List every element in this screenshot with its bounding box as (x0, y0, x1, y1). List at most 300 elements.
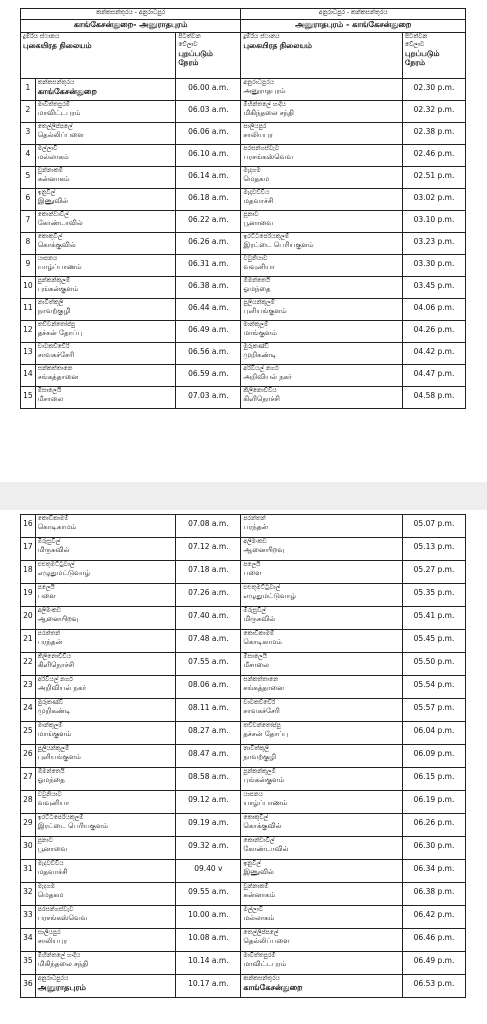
station-tamil: பரசங்கஸ்வெவ (243, 153, 294, 161)
station-sinhala: තෙල්ලිප්පලේ (37, 123, 73, 130)
departure-time-right: 05.54 p.m. (403, 676, 466, 699)
departure-time-left: 06.49 a.m. (176, 321, 241, 343)
station-tamil: கொக்குவில் (243, 822, 282, 830)
station-tamil: அனுராதபுரம் (37, 983, 86, 992)
table-row (21, 189, 466, 211)
row-number: 28 (21, 791, 36, 814)
table-row (21, 538, 466, 561)
station-header-left: දුම්රිය ස්ථානය புகையிரத நிலையம் (21, 33, 176, 79)
departure-time-right: 05.41 p.m. (403, 607, 466, 630)
station-tamil: பரந்தன் (37, 638, 63, 646)
departure-time-right: 03.02 p.m. (403, 189, 466, 211)
departure-time-left: 06.59 a.m. (176, 365, 241, 387)
row-number: 15 (21, 387, 36, 409)
station-sinhala: ඉනුවිල් (37, 189, 56, 196)
station-sinhala: යාපනය (243, 791, 263, 798)
station-sinhala: මීසාලෙයි (243, 653, 267, 660)
departure-time-left: 07.48 a.m. (176, 630, 241, 653)
table-row (21, 101, 466, 123)
table-row (21, 745, 466, 768)
departure-time-right: 06.49 p.m. (403, 952, 466, 975)
station-tamil: சாவகச்சேரி (243, 707, 280, 715)
station-tamil: புங்கன்குளம் (37, 285, 79, 293)
row-number: 10 (21, 277, 36, 299)
departure-time-right: 04.47 p.m. (403, 365, 466, 387)
departure-station-right (241, 837, 403, 860)
departure-station-right (241, 860, 403, 883)
station-sinhala: මිහින්තලේ හංදිය (243, 101, 286, 108)
table-row (21, 653, 466, 676)
departure-time-right: 04.58 p.m. (403, 387, 466, 409)
departure-time-left: 09.12 a.m. (176, 791, 241, 814)
table-row (21, 145, 466, 167)
departure-station-right (241, 699, 403, 722)
departure-station-right (241, 722, 403, 745)
departure-time-left: 08.47 a.m. (176, 745, 241, 768)
station-tamil: ஓமந்தை (243, 285, 271, 293)
station-sinhala: මුරුකණ්ඩි (37, 699, 64, 706)
departure-time-right: 02.46 p.m. (403, 145, 466, 167)
station-sinhala: මිරුසුවිල් (37, 538, 61, 545)
table-row (21, 906, 466, 929)
table-row (21, 233, 466, 255)
departure-station-left (35, 699, 176, 722)
station-sinhala: අලිමංකඩ (243, 538, 267, 545)
departure-station-left (35, 123, 176, 145)
departure-station-right (241, 233, 403, 255)
departure-time-left: 06.44 a.m. (176, 299, 241, 321)
departure-time-left: 06.56 a.m. (176, 343, 241, 365)
departure-time-left: 10.14 a.m. (176, 952, 241, 975)
departure-time-left: 06.06 a.m. (176, 123, 241, 145)
table-row (21, 584, 466, 607)
departure-station-right (241, 189, 403, 211)
station-tamil: மெதகம (243, 175, 270, 183)
station-tamil: அறிவியல் நகர் (37, 684, 87, 692)
station-tamil: நாவற்குழி (243, 753, 277, 761)
row-number: 18 (21, 561, 36, 584)
row-number: 3 (21, 123, 36, 145)
row-number: 5 (21, 167, 36, 189)
station-tamil: மாங்குளம் (37, 730, 72, 738)
departure-station-left (35, 975, 176, 998)
station-sinhala: සන්කත්තානෙ (37, 365, 73, 372)
departure-time-right: 05.13 p.m. (403, 538, 466, 561)
station-tamil: மெதகம (37, 891, 64, 899)
departure-time-left: 09.40 v (176, 860, 241, 883)
row-number: 19 (21, 584, 36, 607)
station-sinhala: කිලිනොච්චිය (243, 387, 277, 394)
row-number: 24 (21, 699, 36, 722)
departure-station-right (241, 255, 403, 277)
station-sinhala: පරන්තන් (243, 515, 266, 522)
station-tamil: முறிகண்டி (243, 351, 277, 359)
departure-station-left (35, 929, 176, 952)
departure-time-right: 05.45 p.m. (403, 630, 466, 653)
station-sinhala: පුන්කන්කුලම් (37, 277, 71, 284)
departure-station-right (241, 387, 403, 409)
departure-time-right: 05.50 p.m. (403, 653, 466, 676)
station-tamil: தச்சன் தோப்பு (243, 730, 289, 738)
station-tamil: வவுனியா (37, 799, 70, 807)
station-sinhala: චුන්නාකම් (37, 167, 63, 174)
departure-station-right (241, 814, 403, 837)
departure-station-right (241, 211, 403, 233)
timetable-page-1 (20, 8, 466, 409)
departure-station-left (35, 906, 176, 929)
station-sinhala: අලිමංකඩ (37, 607, 62, 614)
left-route-title: காங்கேசன்துறை- அனுராதபுரம் (21, 20, 241, 33)
departure-time-right: 02.32 p.m. (403, 101, 466, 123)
departure-station-left (35, 653, 176, 676)
station-tamil: மதவாச்சி (243, 197, 274, 205)
row-number: 1 (21, 79, 36, 101)
station-sinhala: ඉරට්ටපෙරියකුලම් (243, 233, 290, 240)
departure-time-left: 08.06 a.m. (176, 676, 241, 699)
departure-time-left: 07.26 a.m. (176, 584, 241, 607)
station-sinhala: මාවිත්තපුරම් (37, 101, 71, 108)
station-tamil: கொடிகாமம் (243, 638, 282, 646)
station-header-right: දුම්රිය ස්ථානය புகையிரத நிலையம் (241, 33, 403, 79)
station-sinhala: මාන්කුලම් (243, 321, 269, 328)
station-sinhala: ඕමන්තෙයි (243, 277, 271, 284)
station-tamil: கிளிநொச்சி (243, 395, 280, 403)
departure-time-right: 06.15 p.m. (403, 768, 466, 791)
departure-time-left: 06.14 a.m. (176, 167, 241, 189)
station-tamil: சங்கத்தானை (37, 373, 79, 381)
station-sinhala: කිලිනොච්චිය (37, 653, 72, 660)
row-number: 21 (21, 630, 36, 653)
departure-station-left (35, 561, 176, 584)
departure-station-right (241, 975, 403, 998)
station-tamil: அறிவியல் நகர் (243, 373, 292, 381)
departure-time-left: 09.19 a.m. (176, 814, 241, 837)
row-number: 17 (21, 538, 36, 561)
station-tamil: பரந்தன் (243, 523, 269, 531)
table-row (21, 883, 466, 906)
station-sinhala: වවුනියාව (37, 791, 62, 798)
timetable-table-1 (20, 8, 466, 409)
departure-time-right: 03.30 p.m. (403, 255, 466, 277)
departure-time-left: 08.27 a.m. (176, 722, 241, 745)
station-tamil: நாவற்குழி (37, 307, 71, 315)
departure-station-left (35, 233, 176, 255)
station-sinhala: අනුරාධපුරය (243, 79, 275, 86)
station-sinhala: නාවිත්කුලි (243, 745, 269, 752)
station-sinhala: කොඩිකාමම් (243, 630, 275, 637)
row-number: 2 (21, 101, 36, 123)
station-sinhala: මීසාලෙයි (37, 387, 62, 394)
station-sinhala: නාවිත්කුලි (37, 299, 64, 306)
station-sinhala: මාවිත්තපුරම් (243, 952, 276, 959)
departure-time-right: 06.46 p.m. (403, 929, 466, 952)
departure-station-right (241, 929, 403, 952)
station-sinhala: කන්කසන්තුරය (37, 79, 75, 86)
timetable-table-2 (20, 514, 466, 998)
departure-station-left (35, 167, 176, 189)
departure-time-left: 06.26 a.m. (176, 233, 241, 255)
station-tamil: எழுதுமட்டுவாழ் (243, 592, 296, 600)
station-sinhala: තෙල්ලිප්පලේ (243, 929, 279, 936)
row-number: 20 (21, 607, 36, 630)
row-number: 26 (21, 745, 36, 768)
station-sinhala: මාන්කුලම් (37, 722, 63, 729)
station-tamil: கோண்டாவில் (37, 219, 83, 227)
departure-station-right (241, 145, 403, 167)
station-sinhala: කොකුවිල් (243, 814, 269, 821)
departure-station-left (35, 321, 176, 343)
station-tamil: காங்கேசன்துறை (37, 87, 97, 96)
departure-station-right (241, 745, 403, 768)
departure-time-left: 06.00 a.m. (176, 79, 241, 101)
table-row (21, 343, 466, 365)
station-tamil: எழுதுமட்டுவாழ் (37, 569, 91, 577)
table-row (21, 607, 466, 630)
station-tamil: புளியங்குளம் (243, 307, 287, 315)
station-sinhala: අරිවියල් නගර් (243, 365, 279, 372)
station-tamil: ஆனையிறவு (37, 615, 79, 623)
station-sinhala: කොඩිකාමම් (37, 515, 69, 522)
departure-time-right: 06.38 p.m. (403, 883, 466, 906)
station-tamil: மதவாச்சி (37, 868, 68, 876)
departure-time-left: 10.00 a.m. (176, 906, 241, 929)
station-tamil: பரசங்கஸ்வெவ (37, 914, 88, 922)
departure-time-left: 08.58 a.m. (176, 768, 241, 791)
station-tamil: மிருசுவில் (243, 615, 276, 623)
station-tamil: மாவிட்டபுரம் (243, 960, 287, 968)
station-sinhala: කොන්ඩාවිල් (243, 837, 275, 844)
departure-station-left (35, 722, 176, 745)
station-tamil: கொக்குவில் (37, 241, 76, 249)
station-tamil: கிளிநொச்சி (37, 661, 75, 669)
table-row (21, 699, 466, 722)
station-sinhala: අනුරාධපුරය (37, 975, 69, 982)
departure-station-right (241, 952, 403, 975)
table-row (21, 837, 466, 860)
departure-station-right (241, 768, 403, 791)
departure-time-right: 03.23 p.m. (403, 233, 466, 255)
departure-time-right: 06.30 p.m. (403, 837, 466, 860)
departure-station-left (35, 211, 176, 233)
station-tamil: இணுவில் (243, 868, 274, 876)
departure-station-left (35, 607, 176, 630)
station-sinhala: චුන්නාකම් (243, 883, 269, 890)
station-tamil: மல்லாகம் (243, 914, 275, 922)
departure-time-right: 06.42 p.m. (403, 906, 466, 929)
station-tamil: கொடிகாமம் (37, 523, 77, 531)
departure-station-left (35, 791, 176, 814)
station-sinhala: සාලියපුර (37, 929, 61, 936)
table-row (21, 321, 466, 343)
station-tamil: மிருசுவில் (37, 546, 70, 554)
station-tamil: ஓமந்தை (37, 776, 65, 784)
table-row (21, 630, 466, 653)
station-tamil: மாங்குளம் (243, 329, 277, 337)
departure-time-left: 06.22 a.m. (176, 211, 241, 233)
station-tamil: ஆனையிறவு (243, 546, 285, 554)
row-number: 31 (21, 860, 36, 883)
table-row (21, 79, 466, 101)
station-sinhala: මිරුසුවිල් (243, 607, 266, 614)
departure-time-left: 07.18 a.m. (176, 561, 241, 584)
right-route-title: அனுராதபுரம் - காங்கேசன்துறை (241, 20, 466, 33)
station-sinhala: මිහින්තලේ හංදිය (37, 952, 81, 959)
departure-station-right (241, 561, 403, 584)
departure-station-right (241, 321, 403, 343)
station-sinhala: ඉරට්ටපෙරියකුලම් (37, 814, 84, 821)
station-tamil: மிகிந்தலை சந்தி (37, 960, 89, 968)
departure-station-left (35, 837, 176, 860)
station-sinhala: ඉනුවිල් (243, 860, 261, 867)
departure-station-left (35, 952, 176, 975)
station-sinhala: එළුතුමට්ටුවාල් (37, 561, 75, 568)
departure-station-right (241, 791, 403, 814)
station-tamil: சுன்னாகம் (37, 175, 70, 183)
row-number: 30 (21, 837, 36, 860)
table-row (21, 975, 466, 998)
departure-time-left: 07.12 a.m. (176, 538, 241, 561)
station-tamil: முறிகண்டி (37, 707, 71, 715)
departure-station-left (35, 860, 176, 883)
station-sinhala: කොන්ඩාවිල් (37, 211, 69, 218)
departure-time-right: 05.57 p.m. (403, 699, 466, 722)
departure-station-right (241, 676, 403, 699)
station-tamil: புங்கன்குளம் (243, 776, 285, 784)
departure-time-left: 08.11 a.m. (176, 699, 241, 722)
station-sinhala: පරසන්ගස්වැව (37, 906, 74, 913)
station-tamil: மாவிட்டபுரம் (37, 109, 81, 117)
station-sinhala: පුන්කන්කුලම් (243, 768, 276, 775)
table-row (21, 277, 466, 299)
departure-station-right (241, 277, 403, 299)
station-tamil: மல்லாகம் (37, 153, 69, 161)
station-sinhala: චාවකච්චේරි (243, 699, 276, 706)
row-number: 13 (21, 343, 36, 365)
station-tamil: மிகிந்தலை சந்தி (243, 109, 294, 117)
station-tamil: கோண்டாவில் (243, 845, 289, 853)
departure-time-right: 03.10 p.m. (403, 211, 466, 233)
departure-station-right (241, 299, 403, 321)
table-row (21, 952, 466, 975)
departure-station-left (35, 883, 176, 906)
departure-time-right: 04.42 p.m. (403, 343, 466, 365)
departure-station-right (241, 515, 403, 538)
departure-time-right: 06.19 p.m. (403, 791, 466, 814)
departure-time-left: 10.17 a.m. (176, 975, 241, 998)
station-sinhala: පලෙයි (37, 584, 55, 591)
station-tamil: வவுனியா (243, 263, 275, 271)
table-row (21, 387, 466, 409)
station-tamil: சங்கத்தானை (243, 684, 285, 692)
table-row (21, 123, 466, 145)
time-header-left: පිටත්වන වේලාව புறப்படும் நேரம் (176, 33, 241, 79)
departure-station-left (35, 515, 176, 538)
row-number: 12 (21, 321, 36, 343)
departure-time-left: 06.10 a.m. (176, 145, 241, 167)
departure-time-right: 02.38 p.m. (403, 123, 466, 145)
station-tamil: இணுவில் (37, 197, 69, 205)
departure-station-right (241, 365, 403, 387)
station-sinhala: අරිවියල් නගර් (37, 676, 73, 683)
departure-time-right: 06.53 p.m. (403, 975, 466, 998)
departure-time-right: 03.45 p.m. (403, 277, 466, 299)
departure-time-left: 06.03 a.m. (176, 101, 241, 123)
table-row (21, 929, 466, 952)
departure-station-left (35, 277, 176, 299)
row-number: 33 (21, 906, 36, 929)
row-number: 23 (21, 676, 36, 699)
table-row (21, 676, 466, 699)
departure-station-right (241, 883, 403, 906)
table-row (21, 791, 466, 814)
departure-time-right: 06.09 p.m. (403, 745, 466, 768)
row-number: 22 (21, 653, 36, 676)
departure-station-left (35, 145, 176, 167)
row-number: 8 (21, 233, 36, 255)
table-row (21, 860, 466, 883)
station-tamil: காங்கேசன்துறை (243, 983, 303, 992)
row-number: 16 (21, 515, 36, 538)
departure-station-left (35, 768, 176, 791)
departure-time-right: 05.35 p.m. (403, 584, 466, 607)
row-number: 29 (21, 814, 36, 837)
station-tamil: தச்சன் தோப்பு (37, 329, 83, 337)
departure-time-left: 07.08 a.m. (176, 515, 241, 538)
departure-station-right (241, 101, 403, 123)
station-sinhala: පුලියන්කුලම් (37, 745, 70, 752)
departure-station-left (35, 676, 176, 699)
station-sinhala: පුලියන්කුලම් (243, 299, 275, 306)
departure-station-left (35, 365, 176, 387)
station-tamil: யாழ்ப்பாணம் (243, 799, 288, 807)
departure-time-left: 07.03 a.m. (176, 387, 241, 409)
row-number: 6 (21, 189, 36, 211)
station-sinhala: මැදවච්චිය (37, 860, 64, 867)
station-tamil: இரட்டை பெரியகுளம் (37, 822, 108, 830)
station-sinhala: පූනාව (243, 211, 259, 218)
departure-time-left: 09.32 a.m. (176, 837, 241, 860)
departure-station-left (35, 630, 176, 653)
station-tamil: தெல்லிப்பளை (243, 937, 290, 945)
station-tamil: தெல்லிப்பளை (37, 131, 84, 139)
row-number: 32 (21, 883, 36, 906)
table-row (21, 211, 466, 233)
departure-station-left (35, 745, 176, 768)
station-sinhala: සන්කත්තානෙ (243, 676, 279, 683)
departure-station-right (241, 653, 403, 676)
time-header-right: පිටත්වන වේලාව புறப்படும் நேரம் (403, 33, 466, 79)
row-number: 34 (21, 929, 36, 952)
departure-station-left (35, 584, 176, 607)
table-row (21, 561, 466, 584)
departure-station-right (241, 79, 403, 101)
page-separator (0, 482, 487, 510)
station-tamil: மீசாலை (243, 661, 269, 669)
departure-station-right (241, 123, 403, 145)
table-row (21, 722, 466, 745)
station-tamil: சாலியபுர (243, 131, 273, 139)
departure-time-right: 05.27 p.m. (403, 561, 466, 584)
departure-time-left: 06.38 a.m. (176, 277, 241, 299)
departure-time-right: 06.04 p.m. (403, 722, 466, 745)
departure-station-right (241, 630, 403, 653)
station-sinhala: මල්ලාවි (243, 906, 264, 913)
table-row (21, 515, 466, 538)
row-number: 25 (21, 722, 36, 745)
left-route-sinhala: කන්කසන්තුරය - අනුරාධපුර (21, 9, 241, 20)
departure-time-left: 09.55 a.m. (176, 883, 241, 906)
row-number: 14 (21, 365, 36, 387)
